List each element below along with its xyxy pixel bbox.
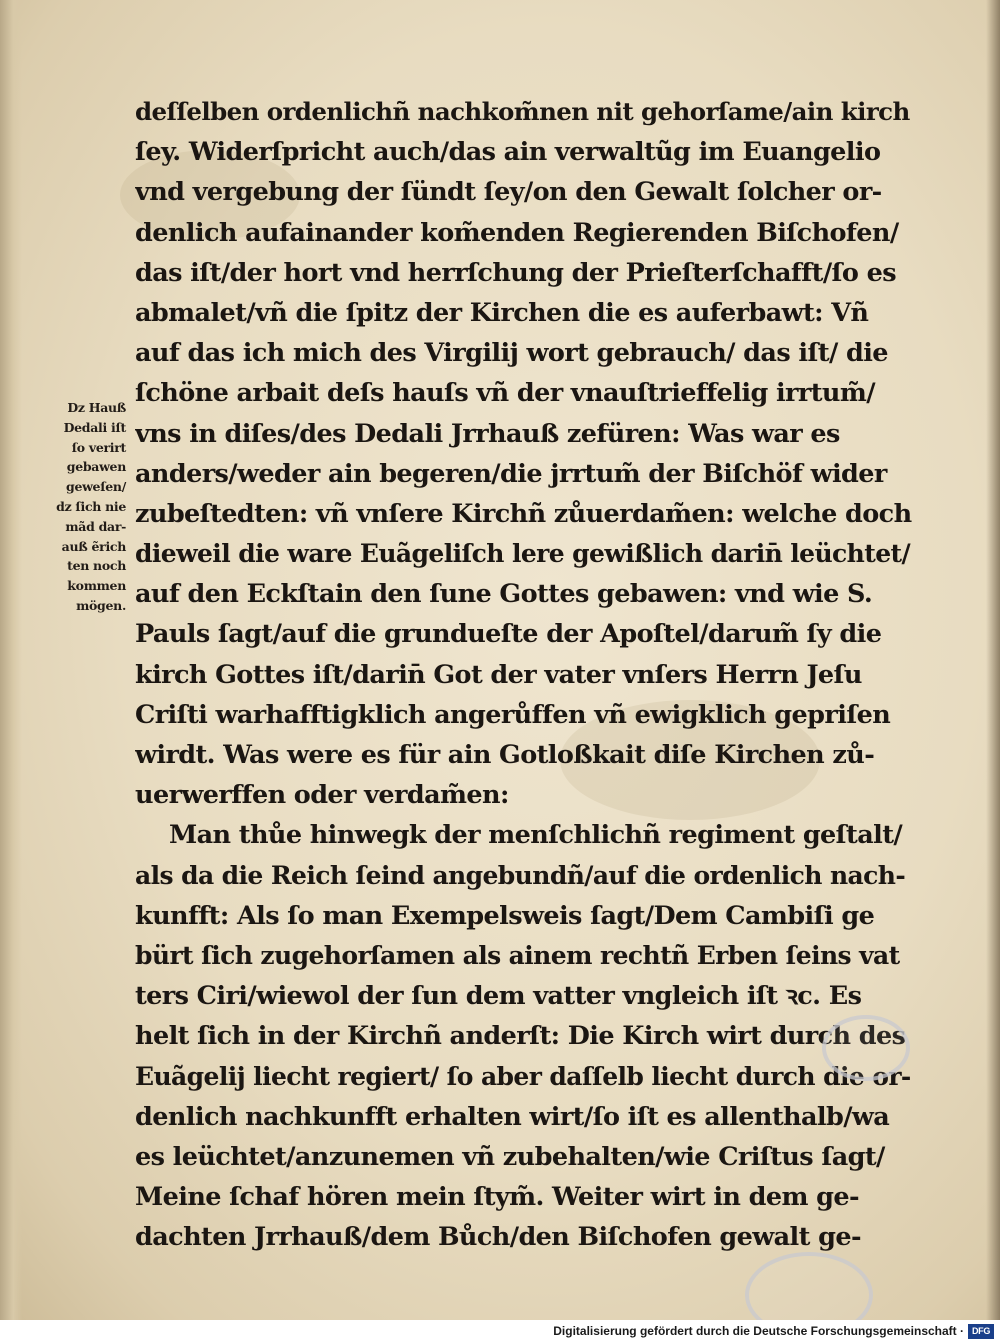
text-line: Man thůe hinwegk der menſchlichñ regiment geſtalt/ bbox=[169, 820, 903, 851]
text-line: zubeſtedten: vñ vnſere Kirchñ zůuerdam̃en: welche doch bbox=[135, 498, 912, 529]
text-line: es leüchtet/anzunemen vñ zubehalten/wie Criſtus ſagt/ bbox=[135, 1141, 885, 1172]
footer-bar bbox=[0, 1320, 1000, 1344]
text-line: wirdt. Was were es für ain Gotloßkait diſe Kirchen zů‑ bbox=[135, 740, 875, 770]
text-line: helt ſich in der Kirchñ anderſt: Die Kirch wirt durch des bbox=[135, 1021, 906, 1052]
marginal-note-line: mögen. bbox=[76, 597, 126, 613]
body-text bbox=[135, 92, 915, 1257]
text-line: ſey. Widerſpricht auch/das ain verwaltũg im Euangelio bbox=[135, 137, 881, 168]
marginal-note bbox=[28, 398, 132, 616]
text-line: deſſelben ordenlichñ nachkom̃nen nit gehorſame/ain kirch bbox=[135, 97, 910, 126]
marginal-note-line: ſo verirt bbox=[71, 439, 126, 455]
marginal-note-line: Dedali iſt bbox=[63, 419, 126, 435]
text-line: anders/weder ain begeren/die jrrtum̃ der Biſchöf wider bbox=[135, 458, 887, 489]
marginal-note-line: geweſen/ bbox=[66, 479, 126, 495]
text-line: vnd vergebung der ſündt ſey/on den Gewalt ſolcher or‑ bbox=[135, 177, 882, 208]
clip-ring bbox=[822, 1015, 910, 1081]
text-line: Pauls ſagt/auf die grundueſte der Apoſtel/darum̃ ſy die bbox=[135, 619, 882, 650]
marginal-note-line: gebawen bbox=[66, 459, 126, 475]
text-line: dieweil die ware Euãgeliſch lere gewißlich darin̄ leüchtet/ bbox=[135, 539, 910, 569]
marginal-note-line: auß ẽrich bbox=[61, 538, 126, 554]
text-line: dachten Jrrhauß/dem Bůch/den Biſchofen gewalt ge‑ bbox=[135, 1222, 861, 1253]
text-line: vns in diſes/des Dedali Jrrhauß zefüren: Was war es bbox=[135, 418, 840, 449]
text-line: Meine ſchaf hören mein ſtym̃. Weiter wirt in dem ge‑ bbox=[135, 1182, 859, 1213]
text-line: Euãgelij liecht regiert/ ſo aber daſſelb liecht durch die or‑ bbox=[135, 1061, 911, 1091]
text-line: abmalet/vñ die ſpitz der Kirchen die es auferbawt: Vñ bbox=[135, 297, 869, 328]
text-line: ters Ciri/wiewol der ſun dem vatter vngleich iſt ꝛc. Es bbox=[135, 981, 862, 1012]
marginal-note-line: ten noch bbox=[67, 558, 126, 574]
funding-credit: Digitalisierung gefördert durch die Deutsche Forschungsgemeinschaft · bbox=[553, 1324, 964, 1338]
text-line: das iſt/der hort vnd herrſchung der Prieſterſchafft/ſo es bbox=[135, 257, 896, 288]
text-line: denlich aufainander kom̃enden Regierenden Biſchofen/ bbox=[135, 217, 899, 248]
text-line: kunfft: Als ſo man Exempelsweis ſagt/Dem Cambiſi ge bbox=[135, 900, 875, 931]
text-line: als da die Reich ſeind angebundñ/auf die ordenlich nach‑ bbox=[135, 860, 906, 890]
page-right-edge bbox=[986, 0, 1000, 1320]
text-line: auf den Eckſtain den ſune Gottes gebawen: vnd wie S. bbox=[135, 579, 873, 610]
text-line: denlich nachkunfft erhalten wirt/ſo iſt es allenthalb/wa bbox=[135, 1101, 890, 1132]
text-line: ſchöne arbait deſs hauſs vñ der vnauſtrieffelig irrtum̃/ bbox=[135, 378, 875, 409]
text-line: Criſti warhafftigklich angerůffen vñ ewigklich gepriſen bbox=[135, 699, 891, 730]
dfg-logo-icon: DFG bbox=[968, 1324, 994, 1339]
clip-ring bbox=[745, 1252, 873, 1320]
marginal-note-line: mãd dar‑ bbox=[65, 518, 126, 534]
page-gutter-edge bbox=[0, 0, 22, 1320]
marginal-note-line: Dz Hauß bbox=[67, 400, 126, 415]
text-line: uerwerffen oder verdam̃en: bbox=[135, 780, 509, 811]
text-line: bürt ſich zugehorſamen als ainem rechtñ Erben ſeins vat bbox=[135, 940, 900, 970]
marginal-note-line: kommen bbox=[67, 578, 126, 594]
text-line: kirch Gottes iſt/darin̄ Got der vater vnſers Herrn Jeſu bbox=[135, 659, 862, 690]
marginal-note-line: dz ſich nie bbox=[56, 498, 126, 514]
text-line: auf das ich mich des Virgilij wort gebrauch/ das iſt/ die bbox=[135, 338, 888, 369]
